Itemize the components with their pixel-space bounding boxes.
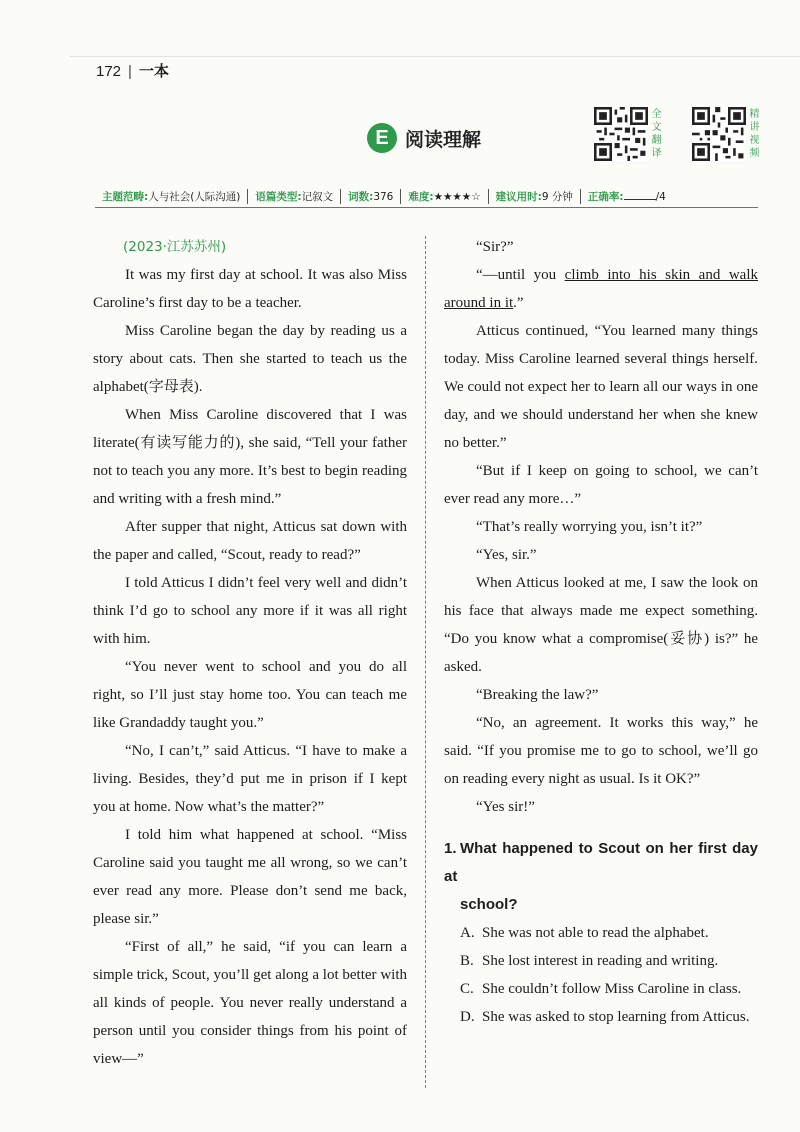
accuracy-blank[interactable] bbox=[624, 189, 656, 200]
info-difficulty-label: 难度: bbox=[408, 190, 434, 203]
passage-left-column bbox=[93, 233, 407, 1073]
info-genre-label: 语篇类型: bbox=[255, 190, 302, 203]
info-difficulty-stars: ★★★★☆ bbox=[433, 190, 481, 203]
option-b[interactable] bbox=[444, 947, 758, 975]
passage-paragraph: “Yes sir!” bbox=[476, 799, 535, 815]
qr-code-video-icon[interactable] bbox=[692, 107, 746, 161]
info-topic-label: 主题范畴: bbox=[102, 190, 149, 203]
section-title-text: 阅读理解 bbox=[405, 128, 482, 151]
info-accuracy-value: /4 bbox=[655, 190, 666, 203]
info-accuracy bbox=[581, 189, 673, 204]
info-difficulty bbox=[401, 189, 488, 204]
info-topic bbox=[95, 189, 248, 204]
option-a[interactable] bbox=[444, 919, 758, 947]
qr-label-translation: 全文翻译 bbox=[651, 109, 662, 159]
qr-code-translation-icon[interactable] bbox=[594, 107, 648, 161]
passage-paragraph: “But if I keep on going to school, we can’t ever read any more…” bbox=[444, 463, 758, 507]
info-genre-value: 记叙文 bbox=[301, 190, 334, 203]
section-badge-icon: E bbox=[367, 123, 397, 153]
passage-paragraph: Atticus continued, “You learned many things today. Miss Caroline learned several things herself. We could not expect her to learn all our ways in one day, and we should understand her when she knew no better.” bbox=[444, 323, 758, 451]
question-stem-line1: What happened to Scout on her first day at bbox=[444, 840, 758, 885]
passage-paragraph: Miss Caroline began the day by reading us a story about cats. Then she started to teach us the alphabet(字母表). bbox=[93, 323, 407, 395]
passage-paragraph: “Sir?” bbox=[476, 239, 514, 255]
passage-paragraph: “No, I can’t,” said Atticus. “I have to make a living. Besides, they’d put me in prison if I kept you at home. Now what’s the matter?” bbox=[93, 743, 407, 815]
info-time bbox=[489, 189, 581, 204]
info-accuracy-label: 正确率: bbox=[587, 190, 624, 203]
passage-paragraph: When Atticus looked at me, I saw the look on his face that always made me expect something. “Do you know what a compromise(妥协) is?” he asked. bbox=[444, 575, 758, 675]
passage-paragraph: “First of all,” he said, “if you can learn a simple trick, Scout, you’ll get along a lot better with all kinds of people. You never really understand a person until you consider things from his point of view—” bbox=[93, 939, 407, 1067]
info-time-label: 建议用时: bbox=[495, 190, 542, 203]
option-d[interactable] bbox=[444, 1003, 758, 1031]
question-stem-line2: school? bbox=[460, 896, 518, 913]
option-letter: A. bbox=[460, 925, 475, 941]
page-header bbox=[96, 60, 169, 81]
info-genre bbox=[248, 189, 341, 204]
passage-paragraph: “No, an agreement. It works this way,” he said. “If you promise me to go to school, we’ll go on reading every night as usual. Is it OK?” bbox=[444, 715, 758, 787]
passage-paragraph-underlined bbox=[444, 261, 758, 317]
passage-paragraph: It was my first day at school. It was also Miss Caroline’s first day to be a teacher. bbox=[93, 267, 407, 311]
brand-logo-text: 一本 bbox=[138, 62, 169, 80]
option-text: She couldn’t follow Miss Caroline in class. bbox=[482, 981, 742, 997]
question-1-stem bbox=[444, 835, 758, 919]
passage-info-bar bbox=[95, 185, 758, 208]
passage-right-column bbox=[444, 233, 758, 1031]
passage-paragraph: I told him what happened at school. “Miss Caroline said you taught me all wrong, so we can’t ever read any more. Please don’t send me back, please sir.” bbox=[93, 827, 407, 927]
passage-paragraph: After supper that night, Atticus sat down with the paper and called, “Scout, ready to read?” bbox=[93, 519, 407, 563]
passage-paragraph: “Yes, sir.” bbox=[476, 547, 537, 563]
option-text: She lost interest in reading and writing. bbox=[482, 953, 719, 969]
underlined-phrase: climb into his skin and walk around in it bbox=[444, 267, 758, 311]
option-c[interactable] bbox=[444, 975, 758, 1003]
option-letter: B. bbox=[460, 953, 474, 969]
qr-label-video: 精讲视频 bbox=[749, 109, 760, 159]
passage-paragraph: “You never went to school and you do all right, so I’ll just stay home too. You can teach me like Grandaddy taught you.” bbox=[93, 659, 407, 731]
column-divider bbox=[425, 236, 426, 1088]
passage-source: (2023·江苏苏州) bbox=[123, 239, 227, 255]
passage-paragraph: “That’s really worrying you, isn’t it?” bbox=[476, 519, 703, 535]
passage-paragraph: “Breaking the law?” bbox=[476, 687, 599, 703]
header-separator: | bbox=[128, 63, 132, 80]
section-title bbox=[367, 123, 481, 153]
text-prefix: “—until you bbox=[476, 267, 565, 283]
option-text: She was not able to read the alphabet. bbox=[482, 925, 709, 941]
info-time-value: 9 分钟 bbox=[541, 190, 573, 203]
info-words-value: 376 bbox=[373, 190, 394, 203]
page-number: 172 bbox=[96, 63, 122, 80]
passage-paragraph: When Miss Caroline discovered that I was literate(有读写能力的), she said, “Tell your father not to teach you any more. It’s best to begin reading and writing with a fresh mind.” bbox=[93, 407, 407, 507]
option-text: She was asked to stop learning from Atticus. bbox=[482, 1009, 750, 1025]
info-topic-value: 人与社会(人际沟通) bbox=[148, 190, 241, 203]
option-letter: D. bbox=[460, 1009, 475, 1025]
info-words-label: 词数: bbox=[348, 190, 374, 203]
question-number: 1. bbox=[444, 840, 457, 857]
header-rule bbox=[70, 56, 800, 57]
option-letter: C. bbox=[460, 981, 474, 997]
passage-paragraph: I told Atticus I didn’t feel very well and didn’t think I’d go to school any more if it was all right with him. bbox=[93, 575, 407, 647]
info-words bbox=[341, 189, 401, 204]
text-suffix: .” bbox=[513, 295, 524, 311]
